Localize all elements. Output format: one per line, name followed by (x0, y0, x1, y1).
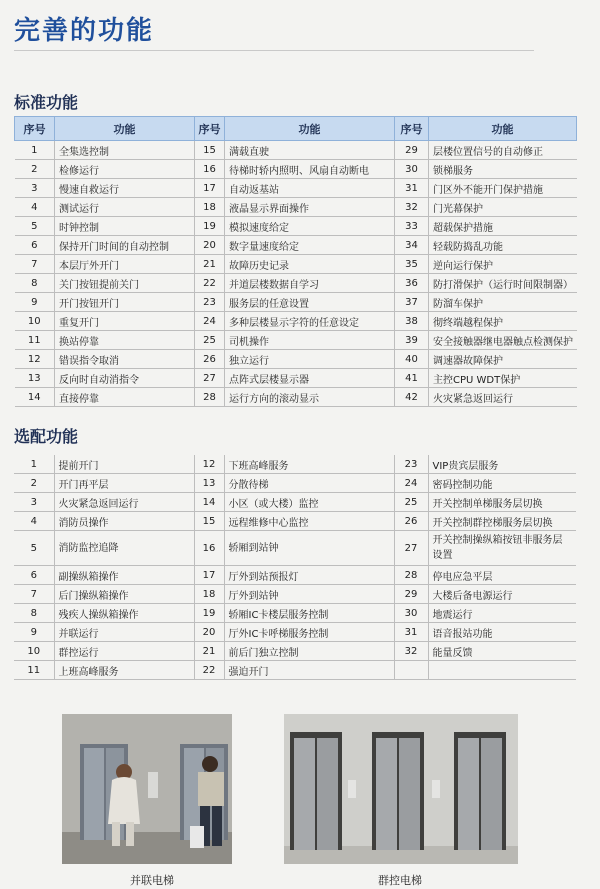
function-name (428, 661, 576, 680)
function-number: 22 (195, 274, 225, 293)
function-name: 开关控制群控梯服务层切换 (428, 512, 576, 531)
function-name: 开关控制操纵箱按钮非服务层设置 (428, 531, 576, 566)
function-number: 1 (14, 455, 54, 474)
function-name: 厅外到站钟 (224, 585, 394, 604)
function-number: 25 (394, 493, 428, 512)
table-row (14, 585, 576, 604)
function-name: 彻终端越程保护 (429, 312, 577, 331)
function-number: 14 (194, 493, 224, 512)
function-number: 8 (14, 604, 54, 623)
function-number: 16 (195, 160, 225, 179)
function-number: 30 (395, 160, 429, 179)
function-number: 4 (14, 512, 54, 531)
function-number: 6 (15, 236, 55, 255)
table-row (15, 236, 577, 255)
function-name: 并道层楼数据自学习 (225, 274, 395, 293)
function-name: 轿厢IC卡楼层服务控制 (224, 604, 394, 623)
function-number: 9 (14, 623, 54, 642)
function-number: 14 (15, 388, 55, 407)
function-number: 19 (194, 604, 224, 623)
table-row (14, 493, 576, 512)
function-number: 6 (14, 566, 54, 585)
table-row (15, 217, 577, 236)
table-row (14, 661, 576, 680)
table-row (15, 198, 577, 217)
function-name: 密码控制功能 (428, 474, 576, 493)
function-number: 38 (395, 312, 429, 331)
function-name: 独立运行 (225, 350, 395, 369)
function-number: 34 (395, 236, 429, 255)
function-name: 超载保护措施 (429, 217, 577, 236)
parallel-elevator-photo (62, 714, 232, 864)
function-name: 大楼后备电源运行 (428, 585, 576, 604)
table-row (15, 160, 577, 179)
table-row (15, 274, 577, 293)
table-row (14, 623, 576, 642)
function-number: 15 (194, 512, 224, 531)
function-name: 服务层的任意设置 (225, 293, 395, 312)
function-name: 液晶显示界面操作 (225, 198, 395, 217)
function-number: 13 (194, 474, 224, 493)
function-name: 测试运行 (55, 198, 195, 217)
function-number: 12 (194, 455, 224, 474)
function-name: 点阵式层楼显示器 (225, 369, 395, 388)
function-name: 数字量速度给定 (225, 236, 395, 255)
table-row (15, 331, 577, 350)
function-name: 前后门独立控制 (224, 642, 394, 661)
function-number: 12 (15, 350, 55, 369)
function-number: 40 (395, 350, 429, 369)
function-name: 锁梯服务 (429, 160, 577, 179)
function-number: 25 (195, 331, 225, 350)
header-function: 功能 (429, 117, 577, 141)
function-number: 5 (15, 217, 55, 236)
function-name: 分散待梯 (224, 474, 394, 493)
function-name: 消防监控追降 (54, 531, 194, 566)
table-row (15, 312, 577, 331)
table-row (14, 474, 576, 493)
function-number: 20 (195, 236, 225, 255)
header-no: 序号 (15, 117, 55, 141)
function-number: 27 (195, 369, 225, 388)
parallel-elevator-caption: 并联电梯 (130, 874, 174, 887)
function-name: 残疾人操纵箱操作 (54, 604, 194, 623)
function-number: 28 (195, 388, 225, 407)
function-number: 30 (394, 604, 428, 623)
table-row (14, 566, 576, 585)
function-number: 42 (395, 388, 429, 407)
function-name: 门光幕保护 (429, 198, 577, 217)
function-number: 24 (195, 312, 225, 331)
function-name: 调速器故障保护 (429, 350, 577, 369)
function-name: 模拟速度给定 (225, 217, 395, 236)
table-row (15, 350, 577, 369)
function-number: 24 (394, 474, 428, 493)
title-divider (14, 50, 534, 51)
function-name: VIP贵宾层服务 (428, 455, 576, 474)
standard-section-title: 标准功能 (14, 93, 79, 112)
function-number: 36 (395, 274, 429, 293)
function-number (394, 661, 428, 680)
function-name: 火灾紧急返回运行 (54, 493, 194, 512)
function-number: 5 (14, 531, 54, 566)
function-name: 厅外IC卡呼梯服务控制 (224, 623, 394, 642)
function-number: 13 (15, 369, 55, 388)
function-name: 关门按钮提前关门 (55, 274, 195, 293)
function-name: 提前开门 (54, 455, 194, 474)
function-number: 32 (394, 642, 428, 661)
table-row (15, 255, 577, 274)
table-row (15, 179, 577, 198)
function-number: 41 (395, 369, 429, 388)
function-name: 开关控制单梯服务层切换 (428, 493, 576, 512)
function-name: 后门操纵箱操作 (54, 585, 194, 604)
function-name: 开门按钮开门 (55, 293, 195, 312)
function-number: 33 (395, 217, 429, 236)
function-number: 11 (15, 331, 55, 350)
function-number: 20 (194, 623, 224, 642)
table-row (14, 642, 576, 661)
table-row (15, 388, 577, 407)
function-number: 19 (195, 217, 225, 236)
function-name: 故障历史记录 (225, 255, 395, 274)
table-row (15, 369, 577, 388)
function-name: 停电应急平层 (428, 566, 576, 585)
function-name: 强迫开门 (224, 661, 394, 680)
function-number: 16 (194, 531, 224, 566)
standard-functions-table (14, 116, 577, 407)
function-name: 防打滑保护（运行时间限制器） (429, 274, 577, 293)
function-name: 换站停靠 (55, 331, 195, 350)
function-name: 直接停靠 (55, 388, 195, 407)
table-row (14, 531, 576, 566)
function-number: 26 (394, 512, 428, 531)
function-name: 逆向运行保护 (429, 255, 577, 274)
function-number: 3 (15, 179, 55, 198)
function-name: 待梯时轿内照明、风扇自动断电 (225, 160, 395, 179)
function-name: 层楼位置信号的自动修正 (429, 141, 577, 160)
function-name: 语音报站功能 (428, 623, 576, 642)
function-number: 2 (15, 160, 55, 179)
group-elevator-photo (284, 714, 518, 864)
function-name: 时钟控制 (55, 217, 195, 236)
function-number: 37 (395, 293, 429, 312)
function-number: 21 (194, 642, 224, 661)
function-number: 18 (195, 198, 225, 217)
table-row (14, 512, 576, 531)
function-name: 消防员操作 (54, 512, 194, 531)
function-number: 8 (15, 274, 55, 293)
table-row (14, 455, 576, 474)
function-name: 安全接触器继电器触点检测保护 (429, 331, 577, 350)
table-row (15, 293, 577, 312)
function-number: 10 (14, 642, 54, 661)
function-name: 轻载防捣乱功能 (429, 236, 577, 255)
function-number: 3 (14, 493, 54, 512)
function-name: 能量反馈 (428, 642, 576, 661)
function-number: 23 (394, 455, 428, 474)
function-number: 18 (194, 585, 224, 604)
header-function: 功能 (225, 117, 395, 141)
function-number: 10 (15, 312, 55, 331)
function-name: 本层厅外开门 (55, 255, 195, 274)
function-name: 并联运行 (54, 623, 194, 642)
group-elevator-caption: 群控电梯 (378, 874, 422, 887)
function-name: 轿厢到站钟 (224, 531, 394, 566)
function-number: 1 (15, 141, 55, 160)
function-name: 满载直驶 (225, 141, 395, 160)
function-name: 门区外不能开门保护措施 (429, 179, 577, 198)
function-name: 全集选控制 (55, 141, 195, 160)
function-number: 22 (194, 661, 224, 680)
function-name: 厅外到站预报灯 (224, 566, 394, 585)
function-number: 27 (394, 531, 428, 566)
function-number: 7 (15, 255, 55, 274)
page-title: 完善的功能 (14, 16, 155, 46)
function-name: 小区（或大楼）监控 (224, 493, 394, 512)
function-name: 副操纵箱操作 (54, 566, 194, 585)
optional-section-title: 选配功能 (14, 427, 79, 446)
function-name: 司机操作 (225, 331, 395, 350)
function-number: 7 (14, 585, 54, 604)
function-name: 主控CPU WDT保护 (429, 369, 577, 388)
function-name: 错误指令取消 (55, 350, 195, 369)
function-number: 2 (14, 474, 54, 493)
function-name: 慢速自救运行 (55, 179, 195, 198)
function-number: 17 (195, 179, 225, 198)
function-number: 4 (15, 198, 55, 217)
function-number: 39 (395, 331, 429, 350)
function-name: 上班高峰服务 (54, 661, 194, 680)
function-name: 运行方向的滚动显示 (225, 388, 395, 407)
header-no: 序号 (395, 117, 429, 141)
function-name: 群控运行 (54, 642, 194, 661)
function-name: 重复开门 (55, 312, 195, 331)
table-row (15, 141, 577, 160)
function-number: 29 (394, 585, 428, 604)
function-number: 31 (395, 179, 429, 198)
function-name: 多种层楼显示字符的任意设定 (225, 312, 395, 331)
function-name: 开门再平层 (54, 474, 194, 493)
function-name: 下班高峰服务 (224, 455, 394, 474)
function-number: 23 (195, 293, 225, 312)
function-number: 17 (194, 566, 224, 585)
table-row (14, 604, 576, 623)
function-number: 32 (395, 198, 429, 217)
optional-functions-table (14, 455, 576, 680)
header-no: 序号 (195, 117, 225, 141)
function-name: 检修运行 (55, 160, 195, 179)
function-number: 9 (15, 293, 55, 312)
function-name: 防溜车保护 (429, 293, 577, 312)
function-name: 远程维修中心监控 (224, 512, 394, 531)
function-number: 29 (395, 141, 429, 160)
function-name: 反向时自动消指令 (55, 369, 195, 388)
function-name: 保持开门时间的自动控制 (55, 236, 195, 255)
function-name: 自动返基站 (225, 179, 395, 198)
function-number: 21 (195, 255, 225, 274)
function-name: 地震运行 (428, 604, 576, 623)
function-number: 11 (14, 661, 54, 680)
header-function: 功能 (55, 117, 195, 141)
function-number: 35 (395, 255, 429, 274)
function-number: 28 (394, 566, 428, 585)
function-number: 15 (195, 141, 225, 160)
function-number: 26 (195, 350, 225, 369)
function-number: 31 (394, 623, 428, 642)
function-name: 火灾紧急返回运行 (429, 388, 577, 407)
